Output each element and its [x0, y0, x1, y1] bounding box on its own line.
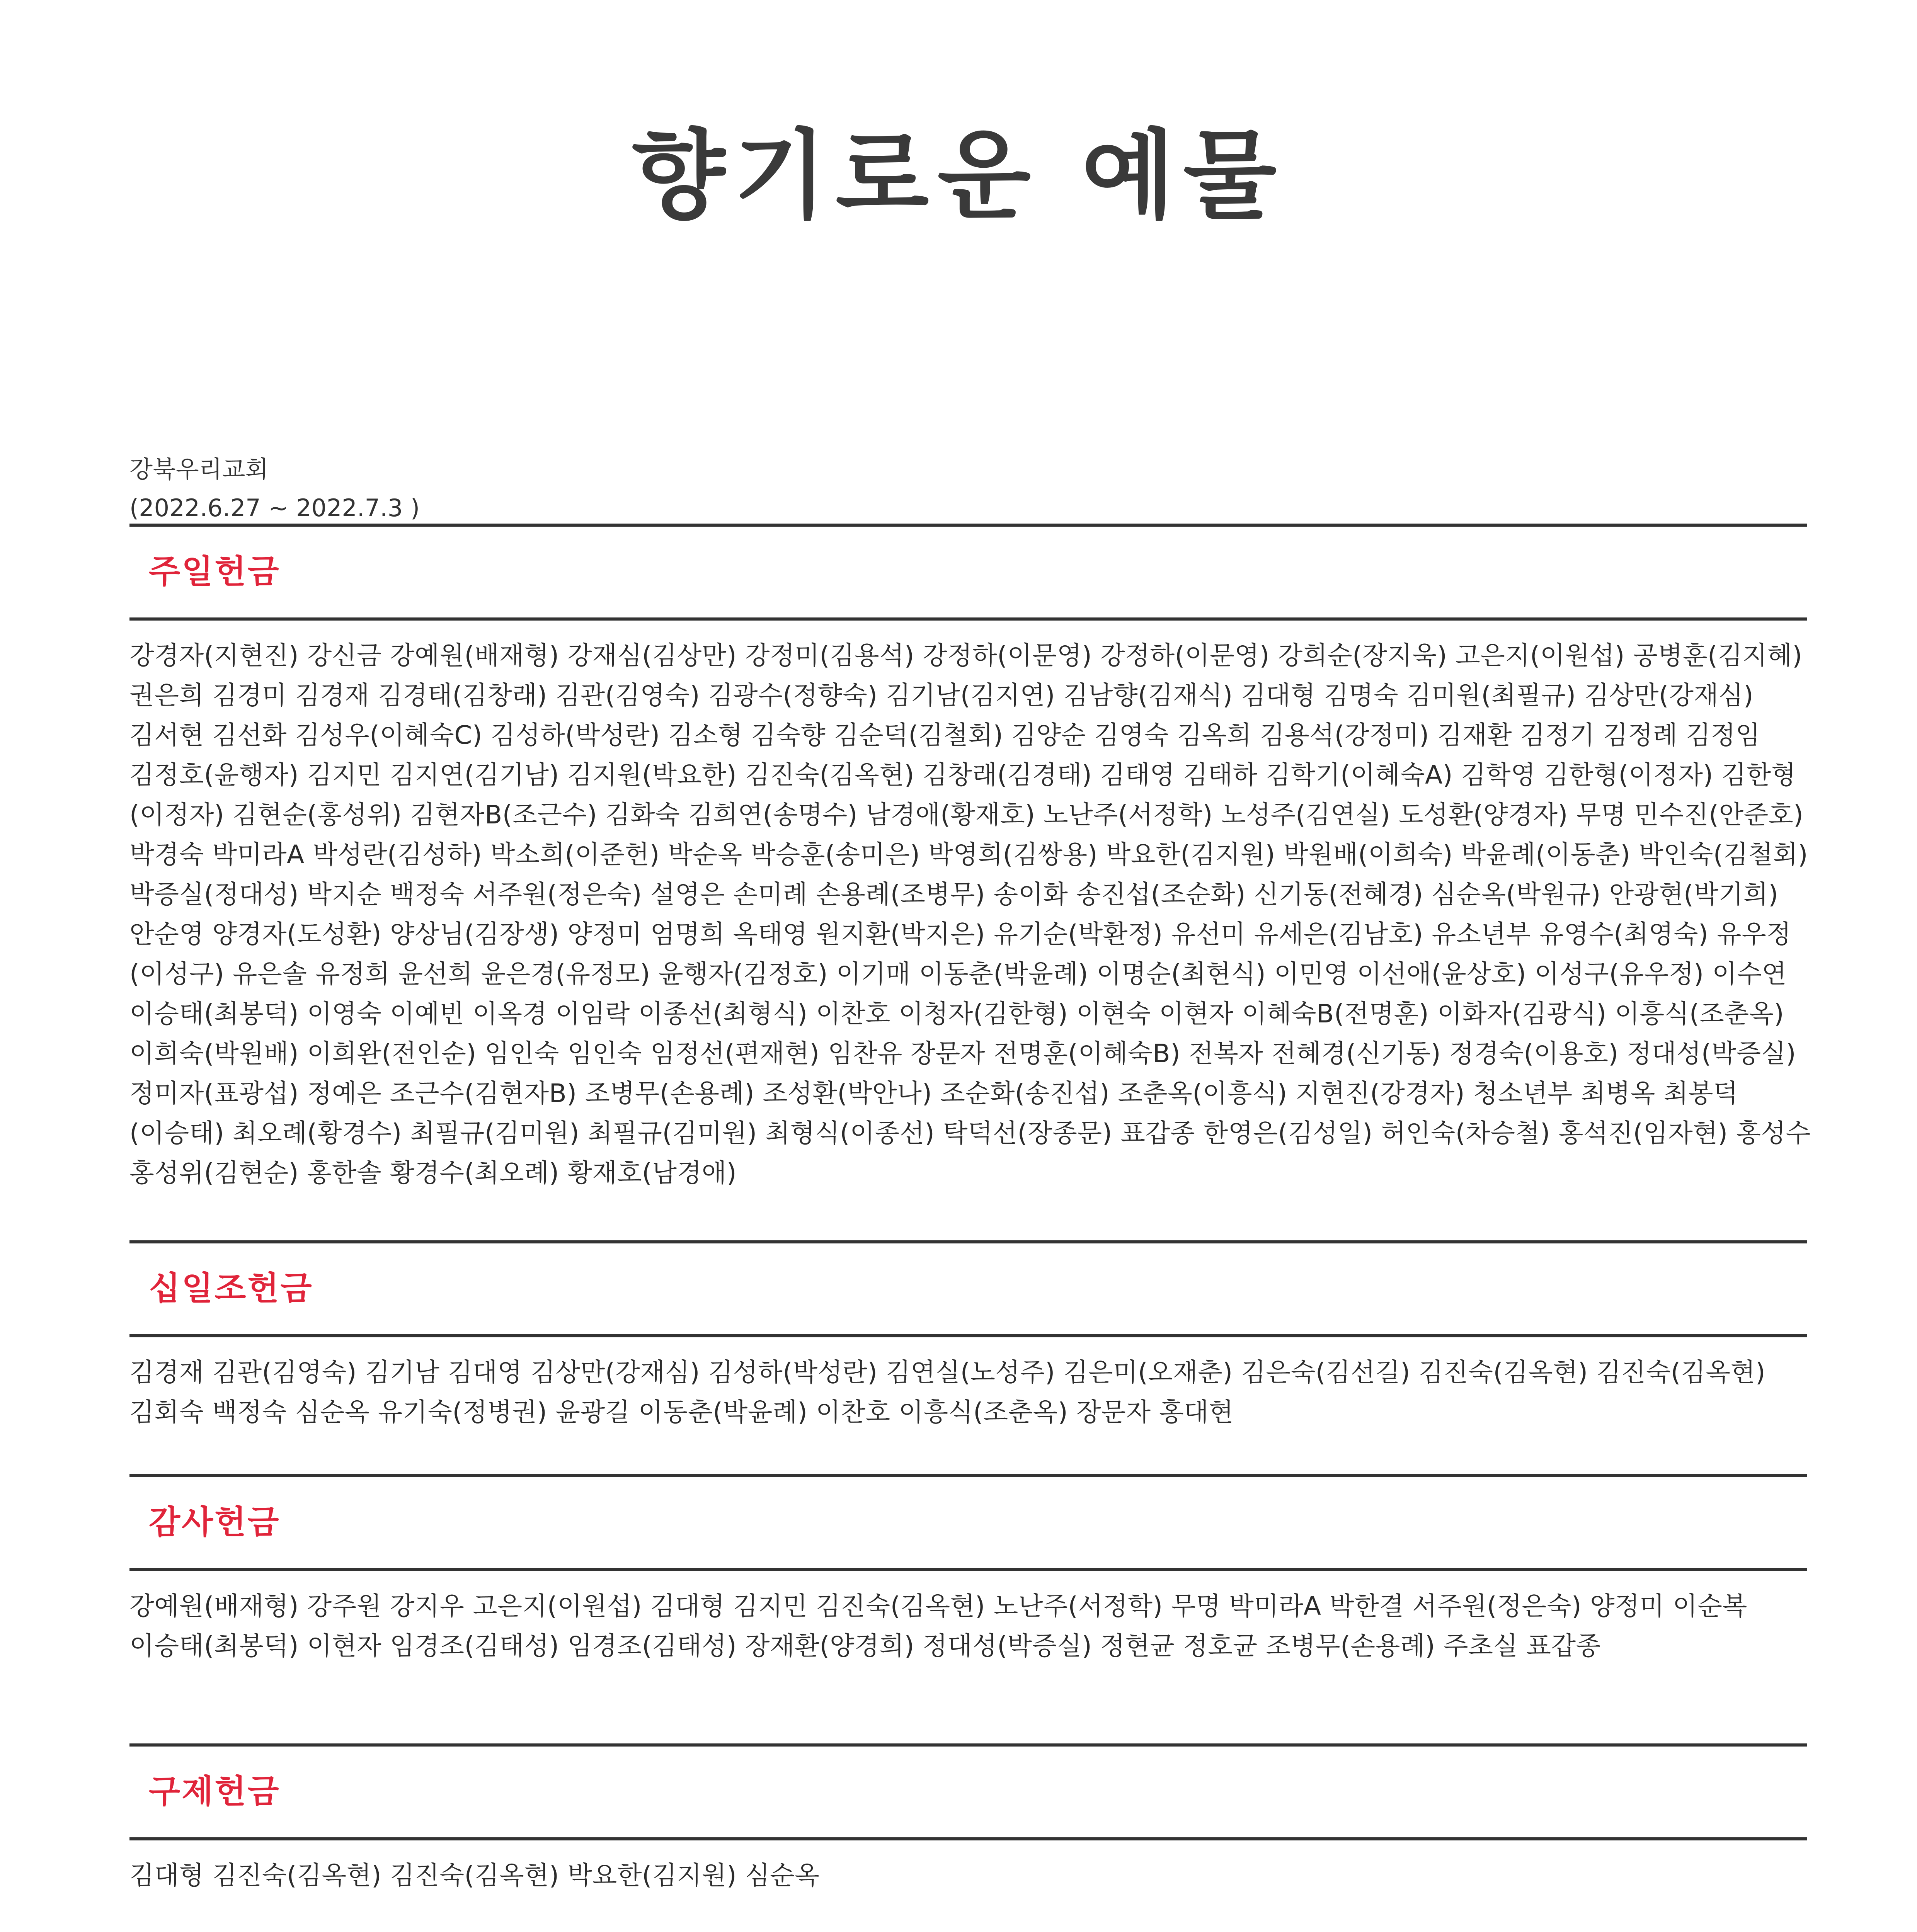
section-names-tithe: 김경재 김관(김영숙) 김기남 김대영 김상만(강재심) 김성하(박성란) 김연실(노성주) 김은미(오재춘) 김은숙(김선길) 김진숙(김옥현) 김진숙(김옥현) 김회숙 백정숙 심순옥 유기숙(정병권) 윤광길 이동춘(박윤례) 이찬호 이흥식(조춘옥) 장문자 홍대현 [129, 1357, 1766, 1427]
page-title: 향기로운 예물 [632, 119, 1285, 232]
divider [129, 1743, 1807, 1747]
divider [129, 617, 1807, 621]
header-info [129, 450, 420, 527]
divider [129, 1334, 1807, 1337]
divider [129, 1568, 1807, 1571]
section-title-tithe: 십일조헌금 [149, 1269, 313, 1307]
section-title-relief: 구제헌금 [149, 1772, 281, 1810]
divider [129, 1474, 1807, 1477]
divider [129, 524, 1807, 527]
section-title-sunday: 주일헌금 [149, 553, 281, 590]
date-range: (2022.6.27 ~ 2022.7.3 ) [129, 494, 420, 522]
church-name: 강북우리교회 [129, 455, 269, 483]
divider [129, 1240, 1807, 1243]
section-names-relief: 김대형 김진숙(김옥현) 김진숙(김옥현) 박요한(김지원) 심순옥 [129, 1861, 820, 1890]
section-title-thanksgiving: 감사헌금 [149, 1503, 281, 1541]
section-names-thanksgiving: 강예원(배재형) 강주원 강지우 고은지(이원섭) 김대형 김지민 김진숙(김옥현) 노난주(서정학) 무명 박미라A 박한결 서주원(정은숙) 양정미 이순복 이승태(최봉덕) 이현자 임경조(김태성) 임경조(김태성) 장재환(양경희) 정대성(박증실) 정현균 정호균 조병무(손용례) 주초실 표갑종 [129, 1591, 1747, 1661]
section-names-sunday: 강경자(지현진) 강신금 강예원(배재형) 강재심(김상만) 강정미(김용석) 강정하(이문영) 강정하(이문영) 강희순(장지욱) 고은지(이원섭) 공병훈(김지혜) 권은희 김경미 김경재 김경태(김창래) 김관(김영숙) 김광수(정향숙) 김기남(김지연) 김남향(김재식) 김대형 김명숙 김미원(최필규) 김상만(강재심) 김서현 김선화 김성우(이혜숙C) 김성하(박성란) 김소형 김숙향 김순덕(김철회) 김양순 김영숙 김옥희 김용석(강정미) 김재환 김정기 김정례 김정임 김정호(윤행자) 김지민 김지연(김기남) 김지원(박요한) 김진숙(김옥현) 김창래(김경태) 김태영 김태하 김학기(이혜숙A) 김학영 김한형(이정자) 김한형(이정자) 김현순(홍성위) 김현자B(조근수) 김화숙 김희연(송명수) 남경애(황재호) 노난주(서정학) 노성주(김연실) 도성환(양경자) 무명 민수진(안준호) 박경숙 박미라A 박성란(김성하) 박소희(이준헌) 박순옥 박승훈(송미은) 박영희(김쌍용) 박요한(김지원) 박원배(이희숙) 박윤례(이동춘) 박인숙(김철회) 박증실(정대성) 박지순 백정숙 서주원(정은숙) 설영은 손미례 손용례(조병무) 송이화 송진섭(조순화) 신기동(전혜경) 심순옥(박원규) 안광현(박기희) 안순영 양경자(도성환) 양상님(김장생) 양정미 엄명희 옥태영 원지환(박지은) 유기순(박환정) 유선미 유세은(김남호) 유소년부 유영수(최영숙) 유우정(이성구) 유은솔 유정희 윤선희 윤은경(유정모) 윤행자(김정호) 이기매 이동춘(박윤례) 이명순(최현식) 이민영 이선애(윤상호) 이성구(유우정) 이수연 이승태(최봉덕) 이영숙 이예빈 이옥경 이임락 이종선(최형식) 이찬호 이청자(김한형) 이현숙 이현자 이혜숙B(전명훈) 이화자(김광식) 이흥식(조춘옥) 이희숙(박원배) 이희완(전인순) 임인숙 임인숙 임정선(편재현) 임찬유 장문자 전명훈(이혜숙B) 전복자 전혜경(신기동) 정경숙(이용호) 정대성(박증실) 정미자(표광섭) 정예은 조근수(김현자B) 조병무(손용례) 조성환(박안나) 조순화(송진섭) 조춘옥(이흥식) 지현진(강경자) 청소년부 최병옥 최봉덕(이승태) 최오례(황경수) 최필규(김미원) 최필규(김미원) 최형식(이종선) 탁덕선(장종문) 표갑종 한영은(김성일) 허인숙(차승철) 홍석진(임자현) 홍성수 홍성위(김현순) 홍한솔 황경수(최오례) 황재호(남경애) [129, 641, 1811, 1188]
divider [129, 1837, 1807, 1840]
